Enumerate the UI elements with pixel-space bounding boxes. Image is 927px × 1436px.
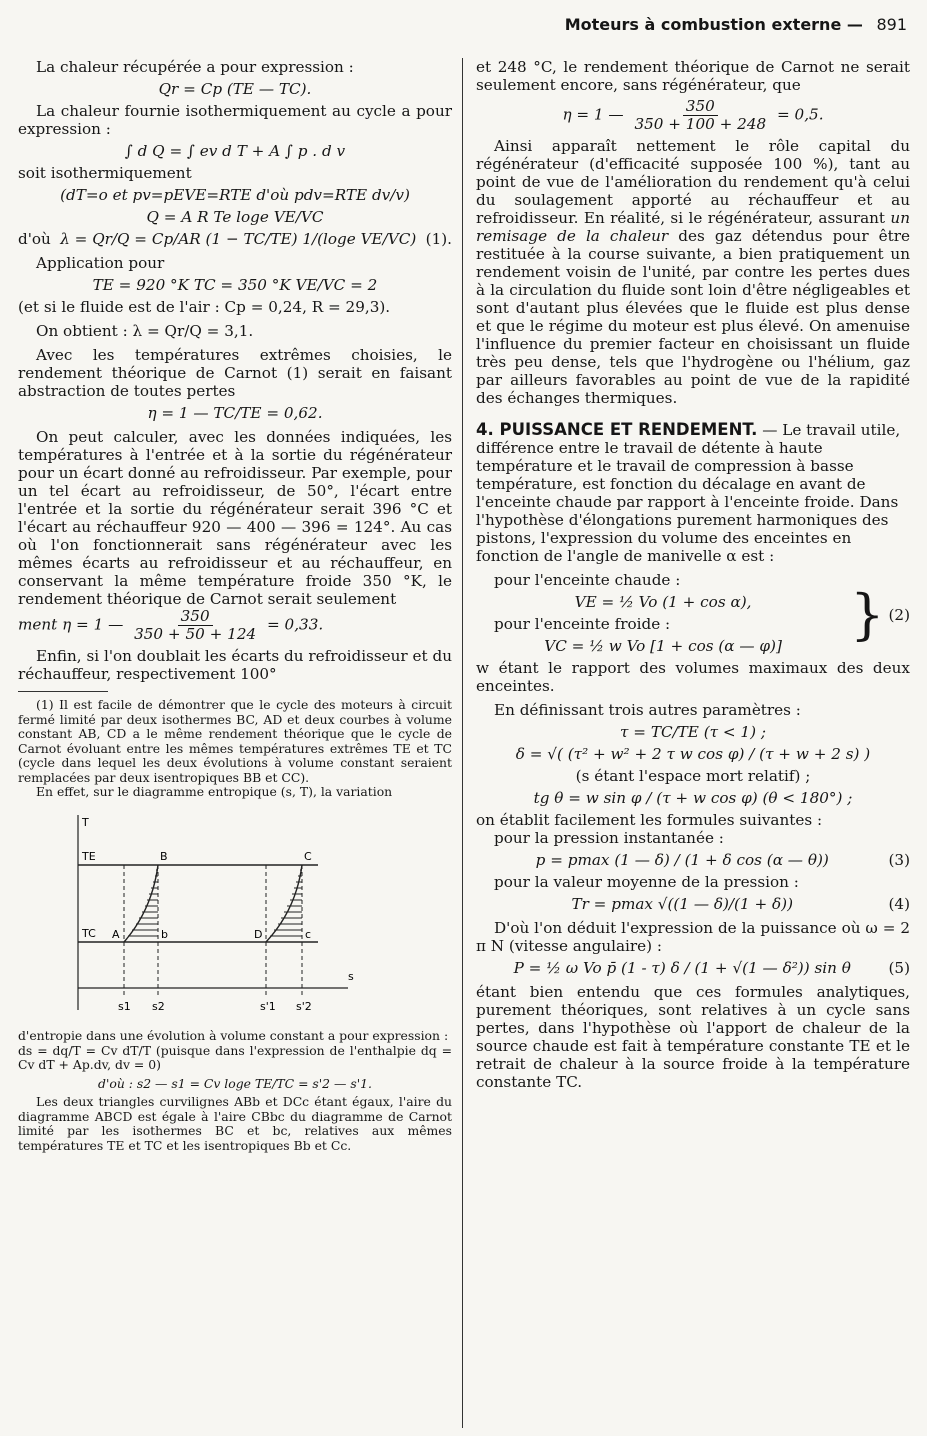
- label-c-small: c: [305, 927, 312, 941]
- paragraph: D'où l'on déduit l'expression de la puissance où ω = 2 π N (vitesse angulaire) :: [476, 919, 910, 955]
- equation-eta-1: η = 1 — TC/TE = 0,62.: [147, 404, 323, 422]
- equation-number: (1).: [425, 230, 452, 248]
- hatch-dcc: [270, 870, 302, 936]
- paragraph: (et si le fluide est de l'air : Cp = 0,24, R = 29,3).: [18, 298, 391, 316]
- label-b-small: b: [161, 927, 168, 941]
- paragraph: On peut calculer, avec les données indiquées, les températures à l'entrée et à la sortie du régénérateur pour un écart donné au refroidisseur. Par exemple, pour un tel écart au refroidisseur, de 50°, l'écart entre l'entrée et la sortie du régénérateur serait 396 °C et l'écart au réchauffeur 920 — 400 — 396 = 124°. Au cas où l'on fonctionnerait sans régénérateur avec les mêmes écarts au refroidisseur et au réchauffeur, en conservant la même température froide 350 °K, le rendement théorique de Carnot serait seulement: [18, 428, 452, 608]
- paragraph: La chaleur récupérée a pour expression :: [36, 58, 354, 76]
- label-tc: TC: [82, 926, 96, 940]
- equation-tr: Tr = pmax √((1 — δ)/(1 + δ)): [571, 895, 793, 913]
- label-s1: s1: [118, 999, 131, 1013]
- equation-ve: VE = ½ Vo (1 + cos α),: [574, 593, 752, 611]
- paragraph-text: des gaz détendus pour être restituée à la course suivante, a bien pratiquement un rendement voisin de l'unité, par contre les pertes dues à la circulation du fluide sont loin d'être négligeables et sont d'autant plus élevées que le fluide est plus dense et que le régime du moteur est plus élevé. On amenuise l'influence du premier facteur en choisissant un fluide très peu dense, tels que l'hydrogène ou l'hélium, gaz par ailleurs favorables au point de vue de la rapidité des échanges thermiques.: [476, 227, 911, 407]
- fraction-denominator: 350 + 100 + 248: [634, 115, 767, 133]
- footnote-equation: d'où : s2 — s1 = Cv loge TE/TC = s'2 — s'1.: [98, 1075, 372, 1091]
- label-b: B: [160, 849, 168, 863]
- paragraph: étant bien entendu que ces formules analytiques, purement théoriques, sont relatives à un cycle sans pertes, dans l'hypothèse où l'apport de chaleur de la source chaude est fait à température constante TE et le retrait de chaleur à la source froide à la température constante TC.: [476, 983, 910, 1091]
- entropy-diagram: [48, 810, 358, 1020]
- footnote: (1) Il est facile de démontrer que le cycle des moteurs à circuit fermé limité par deux isothermes BC, AD et deux courbes à volume constant AB, CD a le même rendement théorique que le cycle de Carnot évoluant entre les mêmes températures extrêmes TE et TC (cycle dans lequel les deux évolutions à volume constant seraient remplacées par deux isentropiques BB et CC).: [18, 697, 452, 785]
- paragraph: soit isothermiquement: [18, 164, 192, 182]
- equation-result: = 0,33.: [267, 615, 324, 634]
- section-heading: 4. PUISSANCE ET RENDEMENT.: [476, 420, 758, 439]
- paragraph: et 248 °C, le rendement théorique de Carnot ne serait seulement encore, sans régénérateur, que: [476, 58, 910, 94]
- paragraph: Application pour: [36, 254, 165, 272]
- label-dou: d'où: [18, 230, 51, 248]
- footnote-equation: ds = dq/T = Cv dT/T (puisque dans l'expression de l'enthalpie dq = Cv dT + Ap.dv, dv = 0): [18, 1042, 452, 1072]
- fraction: [131, 608, 259, 643]
- equation-row-5: [476, 959, 910, 977]
- equation-number: (5): [888, 959, 910, 977]
- hatch-abb: [128, 870, 158, 936]
- label-d: D: [254, 927, 263, 941]
- right-column: [476, 58, 910, 1091]
- equation-delta: δ = √( (τ² + w² + 2 τ w cos φ) / (τ + w + 2 s) ): [515, 745, 871, 763]
- paragraph: pour l'enceinte froide :: [494, 615, 671, 633]
- label-c: C: [304, 849, 312, 863]
- equation-row-3: [476, 851, 910, 869]
- column-divider: [462, 58, 463, 1428]
- equation-number: (3): [888, 851, 910, 869]
- equation-isotherm: (dT=o et pv=pEVE=RTE d'où pdv=RTE dv/v): [60, 186, 410, 204]
- paragraph: [476, 137, 910, 407]
- equation-vc: VC = ½ w Vo [1 + cos (α — φ)]: [544, 637, 782, 655]
- paragraph: on établit facilement les formules suivantes :: [476, 811, 823, 829]
- axis-label-s: s: [348, 969, 354, 983]
- paragraph: On obtient : λ = Qr/Q = 3,1.: [36, 322, 254, 340]
- equation-p: p = pmax (1 — δ) / (1 + δ cos (α — θ)): [535, 851, 829, 869]
- header-dash: —: [846, 15, 863, 34]
- equation-tau: τ = TC/TE (τ < 1) ;: [620, 723, 766, 741]
- paragraph: (s étant l'espace mort relatif) ;: [575, 767, 811, 785]
- footnote: Les deux triangles curvilignes ABb et DCc étant égaux, l'aire du diagramme ABCD est égale à l'aire CBbc du diagramme de Carnot limité par les isothermes BC et bc, relatives aux mêmes températures TE et TC et les isentropiques Bb et Cc.: [18, 1094, 452, 1153]
- equation-number: (4): [888, 895, 910, 913]
- equation-tg-theta: tg θ = w sin φ / (τ + w cos φ) (θ < 180°) ;: [533, 789, 853, 807]
- paragraph: pour l'enceinte chaude :: [494, 571, 681, 589]
- fraction-denominator: 350 + 50 + 124: [134, 625, 257, 643]
- footnote: d'entropie dans une évolution à volume constant a pour expression :: [18, 1028, 449, 1043]
- equation-lead: η = 1 —: [562, 105, 624, 124]
- label-s2p: s'2: [296, 999, 312, 1013]
- equation-lambda-row: [18, 230, 452, 248]
- axis-label-t: T: [82, 815, 89, 829]
- equation-row-4: [476, 895, 910, 913]
- paragraph: Avec les températures extrêmes choisies, le rendement théorique de Carnot (1) serait en faisant abstraction de toutes pertes: [18, 346, 452, 400]
- equation-system-2: [476, 571, 910, 659]
- page-header: [565, 16, 907, 34]
- fraction-numerator: 350: [178, 608, 213, 626]
- paragraph-text: — Le travail utile, différence entre le travail de détente à haute température et le travail de compression à basse température, est fonction du décalage en avant de l'enceinte chaude par rapport à l'enceinte froide. Dans l'hypothèse d'élongations purement harmoniques des pistons, l'expression du volume des enceintes en fonction de l'angle de manivelle α est :: [476, 421, 901, 565]
- paragraph: Enfin, si l'on doublait les écarts du refroidisseur et du réchauffeur, respectivement 100°: [18, 647, 452, 683]
- footnote: En effet, sur le diagramme entropique (s, T), la variation: [36, 784, 393, 799]
- paragraph: w étant le rapport des volumes maximaux des deux enceintes.: [476, 659, 910, 695]
- equation-application: TE = 920 °K TC = 350 °K VE/VC = 2: [92, 276, 378, 294]
- paragraph: La chaleur fournie isothermiquement au cycle a pour expression :: [18, 102, 452, 138]
- running-title: Moteurs à combustion externe: [564, 15, 842, 34]
- brace-icon: }: [850, 583, 885, 646]
- equation-qr: Qr = Cp (TE — TC).: [158, 80, 312, 98]
- page-number: 891: [876, 15, 907, 34]
- equation-integral: ∫ d Q = ∫ ev d T + A ∫ p . d v: [124, 142, 346, 160]
- paragraph: pour la valeur moyenne de la pression :: [494, 873, 799, 891]
- equation-lead: ment η = 1 —: [18, 615, 124, 634]
- emphasis: un remisage de la chaleur: [476, 209, 910, 245]
- fraction: [631, 98, 769, 133]
- equation-result: = 0,5.: [777, 105, 824, 124]
- equation-q: Q = A R Te loge VE/VC: [146, 208, 324, 226]
- label-te: TE: [82, 849, 96, 863]
- equation-eta-3: [476, 98, 910, 133]
- footnote-rule: [18, 691, 108, 692]
- equation-number: (2): [888, 606, 910, 624]
- left-column: [18, 58, 452, 1153]
- equation-lambda: λ = Qr/Q = Cp/AR (1 − TC/TE) 1/(loge VE/VC): [60, 230, 417, 248]
- label-a: A: [112, 927, 120, 941]
- equation-eta-2: [18, 608, 452, 643]
- paragraph-text: Ainsi apparaît nettement le rôle capital du régénérateur (d'efficacité supposée 100 %), tant au point de vue de l'amélioration du rendement qu'à celui du soulagement apporté au réchauffeur et au refroidisseur. En réalité, si le régénérateur, assurant: [476, 137, 910, 227]
- equation-power: P = ½ ω Vo p̄ (1 - τ) δ / (1 + √(1 — δ²)) sin θ: [513, 959, 851, 977]
- fraction-numerator: 350: [683, 98, 718, 116]
- paragraph: En définissant trois autres paramètres :: [494, 701, 801, 719]
- paragraph: pour la pression instantanée :: [494, 829, 724, 847]
- label-s1p: s'1: [260, 999, 276, 1013]
- label-s2: s2: [152, 999, 165, 1013]
